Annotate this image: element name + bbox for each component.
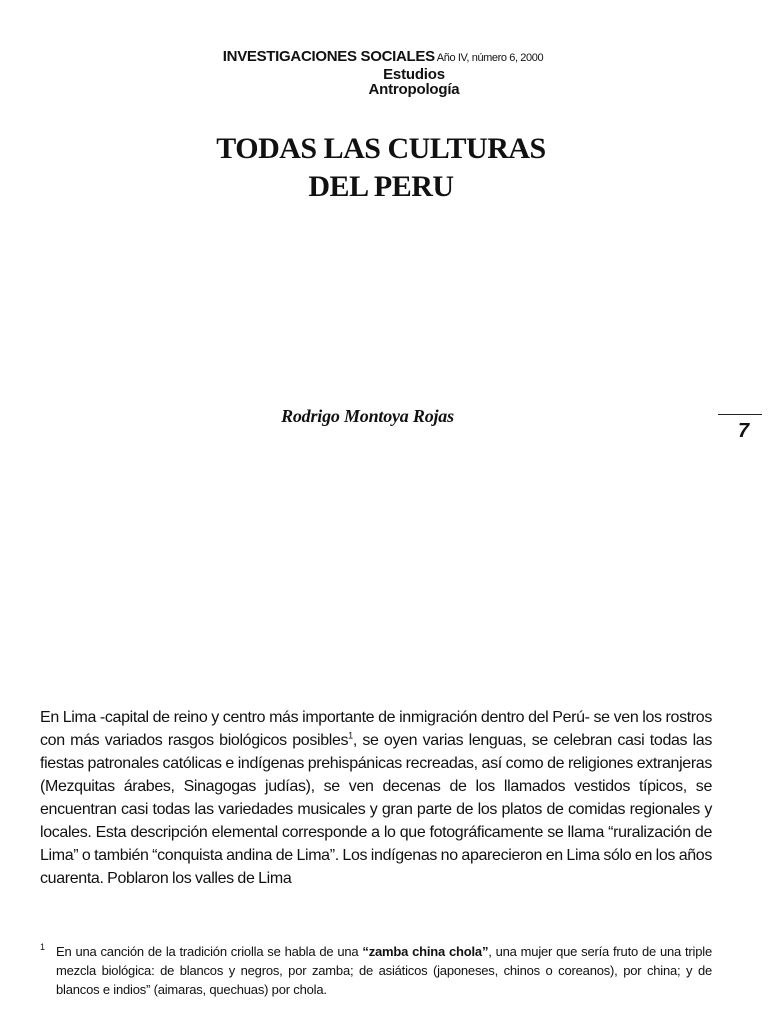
author-name: Rodrigo Montoya Rojas xyxy=(281,406,454,426)
footnote-number: 1 xyxy=(40,942,46,952)
journal-line xyxy=(0,48,768,67)
footnote-text-part-1: En una canción de la tradición criolla se habla de una xyxy=(56,944,363,959)
article-title xyxy=(0,130,765,206)
body-text-part-1: En Lima -capital de reino y centro más importante de inmigración dentro del Perú- se ven los rostros con más variados rasgos biológicos posibles xyxy=(40,709,712,749)
footnote-text xyxy=(56,942,712,999)
body-paragraph xyxy=(40,706,712,890)
page-number-rule xyxy=(718,414,762,415)
issue-info: Año IV, número 6, 2000 xyxy=(436,52,544,64)
footnote-bold-phrase: “zamba china chola” xyxy=(362,944,489,959)
footnote xyxy=(40,942,712,999)
body-text-part-2: , se oyen varias lenguas, se celebran casi todas las fiestas patronales católicas e indígenas prehispánicas recreadas, así como de religiones extranjeras (Mezquitas árabes, Sinagogas judías), se ven decenas de los llamados vestidos típicos, se encuentran casi todas las variedades musicales y gran parte de los platos de comidas regionales y locales. Esta descripción elemental corresponde a lo que fotográficamente se llama “ruralización de Lima” o también “conquista andina de Lima”. Los indígenas no aparecieron en Lima sólo en los años cuarenta. Poblaron los valles de Lima xyxy=(40,732,713,887)
journal-name: INVESTIGACIONES SOCIALES xyxy=(222,48,435,65)
article-title-line-2: DEL PERU xyxy=(308,170,454,203)
page-number: 7 xyxy=(738,420,750,442)
subsection-label: Antropología xyxy=(368,81,460,98)
section-label: Estudios xyxy=(383,66,445,83)
article-title-line-1: TODAS LAS CULTURAS xyxy=(216,132,546,165)
journal-header xyxy=(0,48,768,97)
footnote-reference[interactable]: 1 xyxy=(348,730,353,741)
footnote-text-part-2: , una mujer que sería fruto de una triple mezcla biológica: de blancos y negros, por zamba; de asiáticos (japoneses, chinos o coreanos), por china; y de blancos e indios” (aimaras, quechuas) por chola. xyxy=(56,944,712,997)
